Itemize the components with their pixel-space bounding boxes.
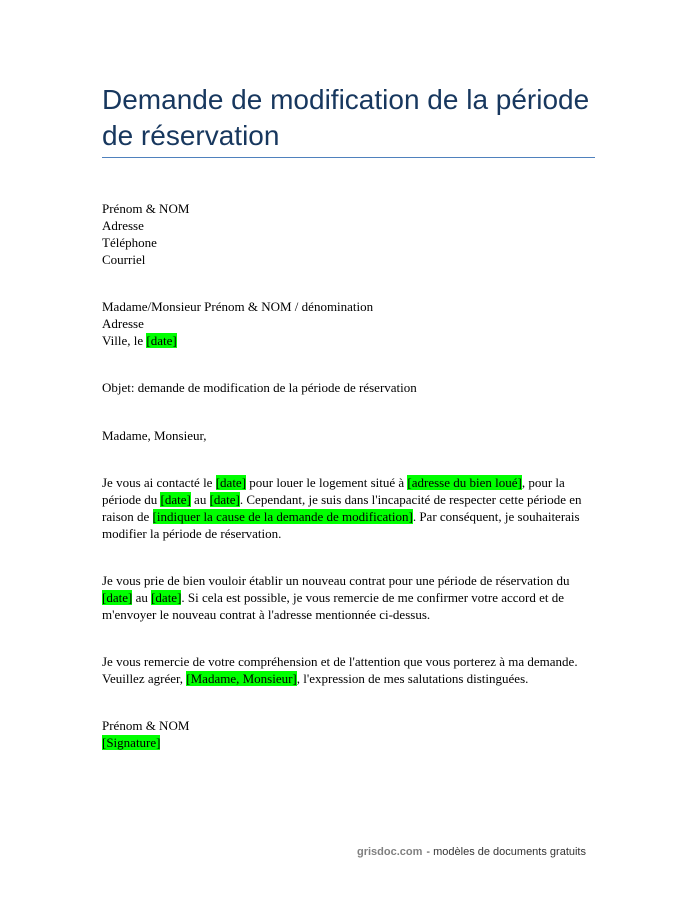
document-title: Demande de modification de la période de réservation — [102, 84, 590, 151]
subject-line: Objet: demande de modification de la période de réservation — [102, 380, 417, 395]
body-paragraph-1 — [102, 474, 594, 542]
recipient-block — [102, 298, 595, 349]
footer-brand-link[interactable]: grisdoc.com — [357, 846, 423, 858]
placeholder-date: [date] — [160, 492, 191, 507]
placeholder-date: [date] — [215, 475, 247, 490]
sender-email: Courriel — [102, 252, 146, 267]
text-run: , pour la période du — [102, 475, 565, 507]
text-run: au — [190, 492, 210, 507]
salutation: Madame, Monsieur, — [102, 428, 207, 443]
text-run: . Si cela est possible, je vous remercie de me confirmer votre accord et de m'envoyer le nouveau contrat à l'adresse mentionnée ci-dessus. — [102, 590, 565, 622]
sender-phone: Téléphone — [102, 235, 157, 250]
sender-name: Prénom & NOM — [102, 201, 190, 216]
placeholder-signature: [Signature] — [102, 735, 161, 750]
placeholder-date: [date] — [146, 333, 177, 348]
placeholder-salutation: [Madame, Monsieur] — [186, 671, 297, 686]
sender-block — [102, 200, 595, 268]
place-date-line — [102, 332, 595, 349]
signature-line — [102, 734, 595, 751]
closing-name: Prénom & NOM — [102, 718, 190, 733]
text-run: , l'expression de mes salutations distinguées. — [296, 671, 529, 686]
text-run: Je vous ai contacté le — [102, 475, 216, 490]
place-date-prefix: Ville, le — [102, 333, 147, 348]
placeholder-cause: [indiquer la cause de la demande de modification] — [152, 509, 413, 524]
text-run: Je vous remercie de votre compréhension et de l'attention que vous porterez à ma demande. Veuillez agréer, — [102, 654, 578, 686]
text-run: . Par conséquent, je souhaiterais modifier la période de réservation. — [102, 509, 580, 541]
recipient-name: Madame/Monsieur Prénom & NOM / dénomination — [102, 299, 374, 314]
text-run: au — [132, 590, 152, 605]
body-paragraph-3 — [102, 653, 594, 687]
title-divider — [102, 157, 595, 158]
text-run: Je vous prie de bien vouloir établir un nouveau contrat pour une période de réservation du — [102, 573, 570, 588]
closing-block — [102, 717, 595, 751]
placeholder-address: [adresse du bien loué] — [407, 475, 522, 490]
placeholder-date: [date] — [151, 590, 182, 605]
sender-address: Adresse — [102, 218, 144, 233]
footer-text: - modèles de documents gratuits — [426, 846, 586, 858]
text-run: . Cependant, je suis dans l'incapacité de respecter cette période en raison de — [102, 492, 582, 524]
placeholder-date: [date] — [209, 492, 240, 507]
placeholder-date: [date] — [102, 590, 133, 605]
body-paragraph-2 — [102, 572, 594, 623]
recipient-address: Adresse — [102, 316, 144, 331]
text-run: pour louer le logement situé à — [246, 475, 408, 490]
page-footer — [357, 846, 586, 858]
